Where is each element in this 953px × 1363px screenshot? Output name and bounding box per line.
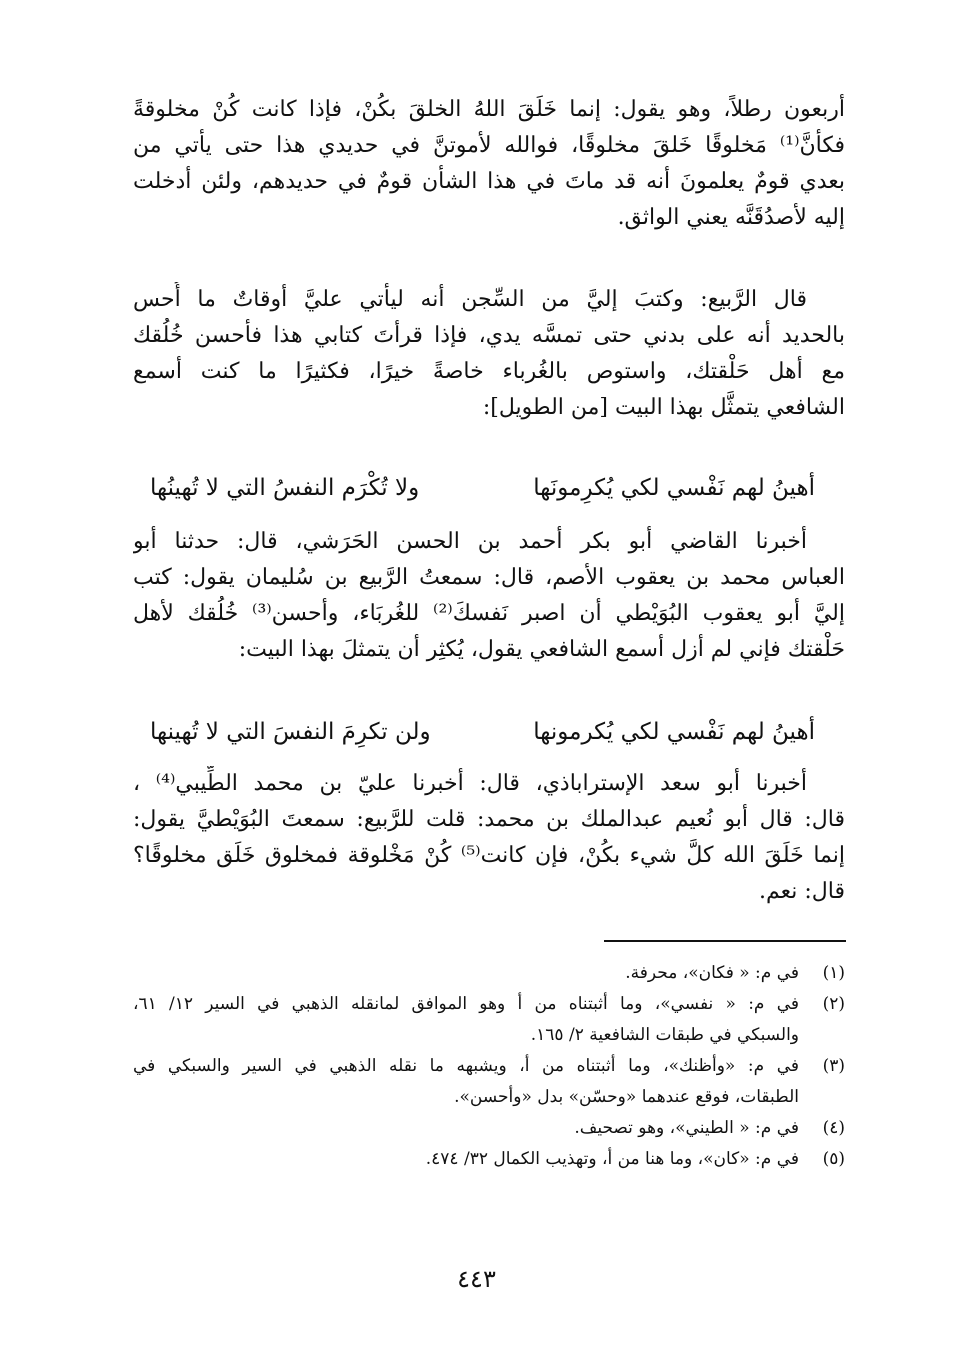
paragraph-1 [133, 92, 845, 236]
footnote-2 [133, 989, 845, 1051]
footnote-number: (٥) [822, 1149, 845, 1169]
text-line: قال: قال أبو نُعيم عبدالملك بن محمد: قلت للرَّبيع: سمعتَ البُوَيْطيَّ يقول: [133, 807, 845, 832]
footnote-line: والسبكي في طبقات الشافعية ٢/ ١٦٥. [530, 1025, 799, 1045]
footnote-separator [604, 940, 846, 942]
verse-2 [150, 712, 815, 752]
paragraph-3 [133, 524, 845, 668]
text-line: إليه لأصدُقَنَّه يعني الواثق. [617, 205, 845, 230]
footnote-line: في م: « فكان»، محرفة. [625, 963, 799, 983]
text-line: فكأنَّ⁽¹⁾ مَخلوقًا خَلقَ مخلوقًا، فوالله لأموتنَّ في حديدي هذا حتى يأتي من [133, 133, 845, 158]
text-line: أربعون رطلاً، وهو يقول: إنما خَلَقَ اللهُ الخلقَ بكُنْ، فإذا كانت كُنْ مخلوقةً [133, 97, 845, 122]
text-line: الشافعي يتمثَّل بهذا البيت [من الطويل]: [482, 395, 845, 420]
footnote-line: في م: «وأظنك»، وما أثبتناه من أ، ويشبهه ما نقله الذهبي في السير والسبكي في [133, 1056, 799, 1076]
footnote-line: في م: « الطيني»، وهو تصحيف. [574, 1118, 799, 1138]
paragraph-2 [133, 282, 845, 426]
verse-hemistich-first: أهينُ لهم نَفْسي لكي يُكرِمونَها [533, 475, 815, 501]
text-line: أخبرنا أبو سعد الإستراباذي، قال: أخبرنا عليّ بن محمد الطِّيبي⁽⁴⁾ ، [133, 771, 808, 796]
footnote-line: في م: « نفسي»، وما أثبتناه من أ وهو الموافق لمانقله الذهبي في السير ١٢/ ٦١، [133, 994, 799, 1014]
text-line: حَلْقتك فإني لم أزل أسمع الشافعي يقول، يُكثِر أن يتمثلَ بهذا البيت: [238, 637, 845, 662]
text-line: بعدي قومٌ يعلمونَ أنه قد ماتَ في هذا الشأن قومٌ في حديدهم، ولئن أدخلت [133, 169, 845, 194]
footnote-number: (١) [822, 963, 845, 983]
footnote-number: (٤) [822, 1118, 845, 1138]
verse-hemistich-first: أهينُ لهم نَفْسي لكي يُكرمونها [533, 719, 815, 745]
text-line: العباس محمد بن يعقوب الأصم، قال: سمعتُ الرَّبيع بن سُليمان يقول: كتب [133, 565, 845, 590]
text-line: أخبرنا القاضي أبو بكر أحمد بن الحسن الحَرَشي، قال: حدثنا أبو [133, 529, 807, 554]
footnote-4 [133, 1113, 845, 1144]
footnote-line: الطبقات، فوقع عندهما «وحسّن» بدل «وأحسن». [454, 1087, 799, 1107]
verse-hemistich-second: ولا تُكْرَم النفسُ التي لا تُهينُها [150, 475, 420, 501]
paragraph-4 [133, 766, 845, 910]
text-line: مع أهل حَلْقتك، واستوص بالغُرباء خاصةً خيرًا، فكثيرًا ما كنت أسمع [133, 359, 845, 384]
verse-hemistich-second: ولن تكرِمَ النفسَ التي لا تُهينها [150, 719, 431, 745]
text-line: قال الرَّبيع: وكتبَ إليَّ من السِّجن أنه ليأتي عليَّ أوقاتٌ ما أُحس [133, 287, 807, 312]
text-line: قال: نعم. [759, 879, 845, 904]
text-line: بالحديد أنه على بدني حتى تمسَّه يدي، فإذا قرأتَ كتابي هذا فأحسن خُلُقك [133, 323, 845, 348]
footnotes [133, 958, 845, 1175]
footnote-5 [133, 1144, 845, 1175]
footnote-line: في م: «كان»، وما هنا من أ، وتهذيب الكمال ٣٢/ ٤٧٤. [425, 1149, 799, 1169]
verse-1 [150, 468, 815, 508]
footnote-3 [133, 1051, 845, 1113]
text-line: إليَّ أبو يعقوب البُوَيْطي أن اصبر نَفسكَ⁽²⁾ للغُربَاء، وأحسن⁽³⁾ خُلُقك لأهل [133, 601, 845, 626]
footnote-number: (٢) [822, 994, 845, 1014]
page-number: ٤٤٣ [457, 1265, 496, 1293]
footnote-number: (٣) [822, 1056, 845, 1076]
text-line: إنما خَلَقَ الله كلَّ شيء بكُنْ، فإن كانت⁽⁵⁾ كُنْ مَخْلوقة فمخلوق خَلَق مخلوقًا؟ [133, 843, 845, 868]
footnote-1 [133, 958, 845, 989]
